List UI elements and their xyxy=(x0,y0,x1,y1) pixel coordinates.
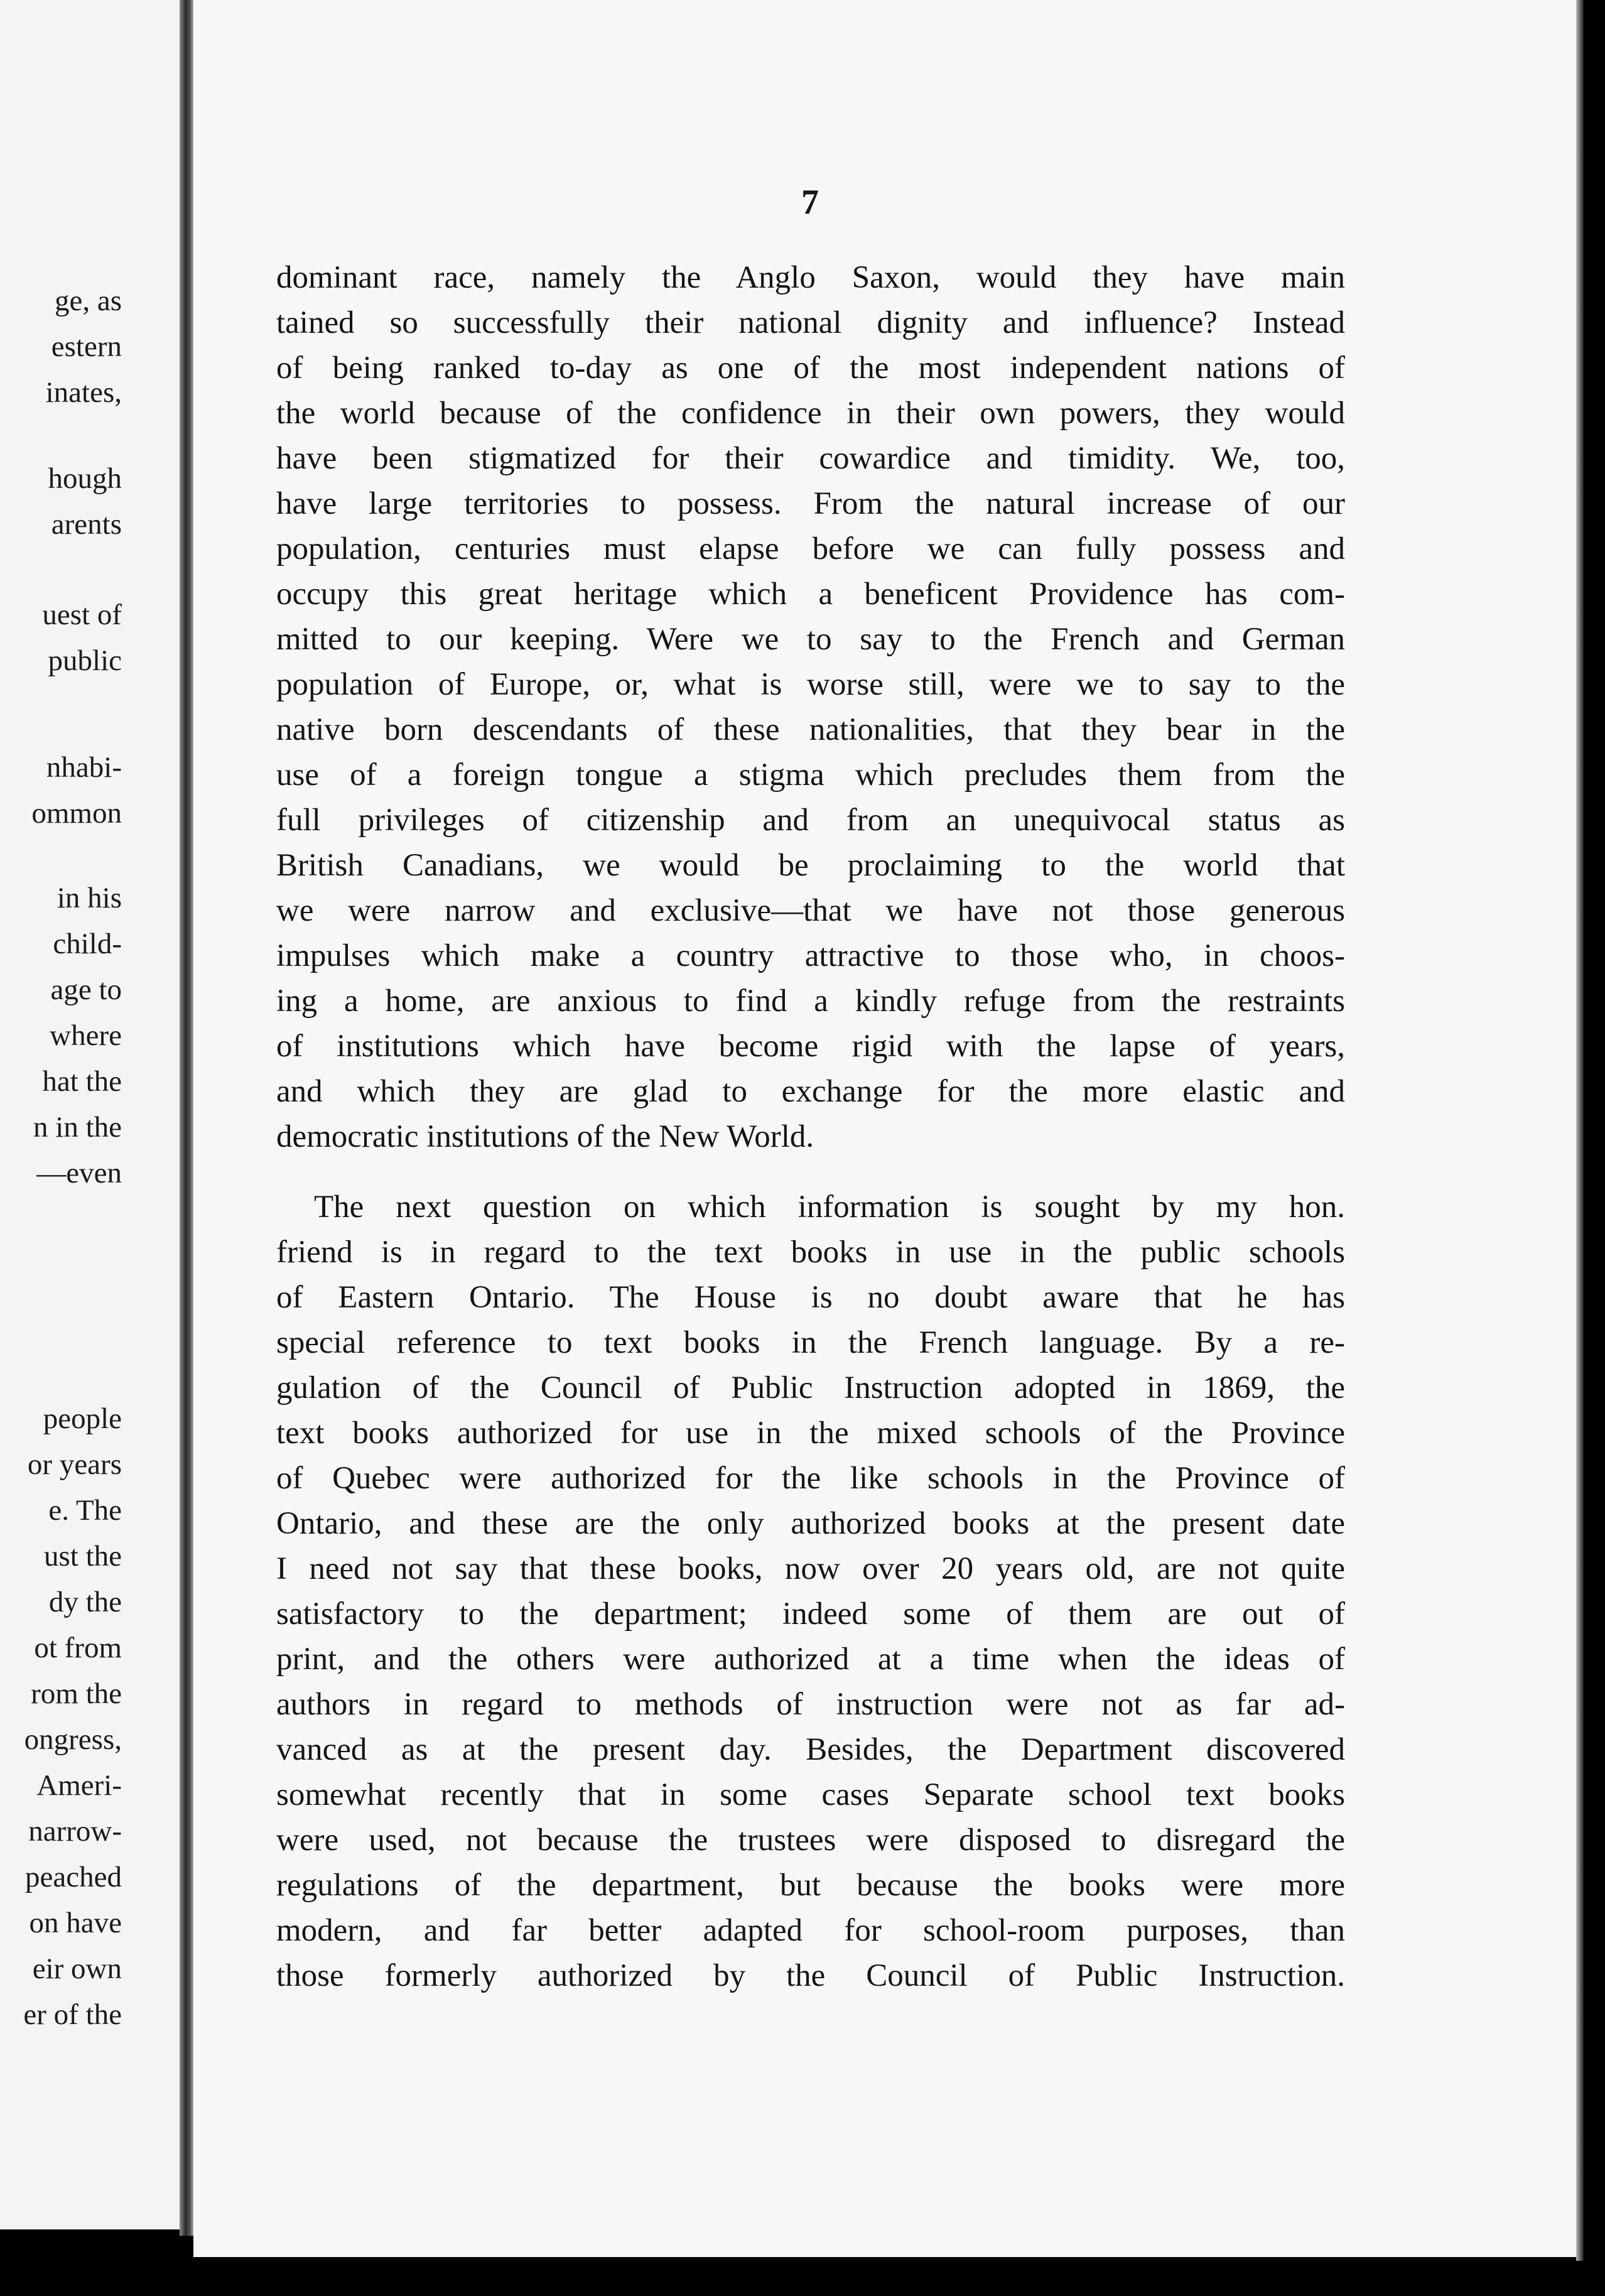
text-line: ing a home, are anxious to find a kindly refuge from the restraints xyxy=(276,983,1345,1019)
text-line: were used, not because the trustees were disposed to disregard the xyxy=(276,1822,1345,1858)
left-fragment: er of the xyxy=(23,1998,122,2031)
left-fragment: public xyxy=(48,644,122,677)
text-line: democratic institutions of the New World. xyxy=(276,1119,814,1154)
text-line: Ontario, and these are the only authorized books at the present date xyxy=(276,1506,1345,1541)
text-line: special reference to text books in the French language. By a re- xyxy=(276,1325,1345,1360)
text-line: of Quebec were authorized for the like schools in the Province of xyxy=(276,1461,1345,1496)
text-line: authors in regard to methods of instruction were not as far ad- xyxy=(276,1687,1345,1722)
left-fragment: —even xyxy=(36,1157,122,1189)
left-fragment: in his xyxy=(57,882,122,914)
text-line: have been stigmatized for their cowardice and timidity. We, too, xyxy=(276,441,1345,476)
left-fragment: rom the xyxy=(31,1677,122,1710)
left-fragment: estern xyxy=(51,330,122,363)
left-fragment: on have xyxy=(29,1907,122,1939)
text-line: modern, and far better adapted for school-room purposes, than xyxy=(276,1913,1345,1948)
left-fragment: ongress, xyxy=(24,1723,122,1756)
page-edge xyxy=(1576,0,1584,2261)
text-line: impulses which make a country attractive to those who, in choos- xyxy=(276,938,1345,973)
left-fragment: narrow- xyxy=(28,1815,122,1848)
left-fragment: nhabi- xyxy=(46,751,122,784)
text-line: text books authorized for use in the mixed schools of the Province xyxy=(276,1416,1345,1451)
text-line: and which they are glad to exchange for the more elastic and xyxy=(276,1074,1345,1109)
left-fragment: ot from xyxy=(34,1632,122,1664)
left-fragment: hat the xyxy=(42,1065,122,1098)
left-fragment: age to xyxy=(50,973,122,1006)
left-fragment: ommon xyxy=(31,797,122,830)
left-fragment: hough xyxy=(48,462,122,495)
text-line: native born descendants of these nationalities, that they bear in the xyxy=(276,712,1345,747)
left-fragment: ust the xyxy=(43,1540,122,1573)
text-line: of institutions which have become rigid with the lapse of years, xyxy=(276,1029,1345,1064)
page-number: 7 xyxy=(801,183,819,222)
left-fragment: n in the xyxy=(33,1111,122,1144)
left-fragment: inates, xyxy=(45,376,122,409)
text-line: of Eastern Ontario. The House is no doubt aware that he has xyxy=(276,1280,1345,1315)
text-line: gulation of the Council of Public Instruction adopted in 1869, the xyxy=(276,1370,1345,1405)
left-fragment: arents xyxy=(51,508,122,541)
left-fragment: ge, as xyxy=(54,284,122,317)
text-line: use of a foreign tongue a stigma which precludes them from the xyxy=(276,757,1345,793)
text-line: the world because of the confidence in their own powers, they would xyxy=(276,396,1345,431)
text-line: friend is in regard to the text books in use in the public schools xyxy=(276,1235,1345,1270)
text-line: occupy this great heritage which a beneficent Providence has com- xyxy=(276,577,1345,612)
left-fragment: or years xyxy=(27,1448,122,1481)
left-page-text-fragments xyxy=(0,0,183,2229)
text-line: I need not say that these books, now over 20 years old, are not quite xyxy=(276,1551,1345,1586)
left-fragment: where xyxy=(50,1019,122,1052)
left-fragment: uest of xyxy=(42,598,122,631)
text-line: those formerly authorized by the Council of Public Instruction. xyxy=(276,1958,1345,1993)
left-fragment: e. The xyxy=(48,1494,122,1527)
text-line: tained so successfully their national dignity and influence? Instead xyxy=(276,305,1345,340)
text-line: vanced as at the present day. Besides, the Department discovered xyxy=(276,1732,1345,1767)
text-line: full privileges of citizenship and from an unequivocal status as xyxy=(276,803,1345,838)
text-line: regulations of the department, but because the books were more xyxy=(276,1868,1345,1903)
text-line: somewhat recently that in some cases Separate school text books xyxy=(276,1777,1345,1812)
text-line: satisfactory to the department; indeed some of them are out of xyxy=(276,1596,1345,1632)
left-fragment: peached xyxy=(25,1861,122,1893)
text-line: we were narrow and exclusive—that we have not those generous xyxy=(276,893,1345,928)
text-line: population of Europe, or, what is worse still, were we to say to the xyxy=(276,667,1345,702)
text-line: dominant race, namely the Anglo Saxon, would they have main xyxy=(276,260,1345,295)
left-fragment: people xyxy=(43,1402,122,1435)
left-fragment: dy the xyxy=(48,1586,122,1618)
left-fragment: child- xyxy=(53,928,122,960)
left-fragment: Ameri- xyxy=(36,1769,122,1802)
text-line: British Canadians, we would be proclaiming to the world that xyxy=(276,848,1345,883)
text-line: print, and the others were authorized at a time when the ideas of xyxy=(276,1642,1345,1677)
text-line: mitted to our keeping. Were we to say to the French and German xyxy=(276,622,1345,657)
left-fragment: eir own xyxy=(32,1952,122,1985)
text-line: population, centuries must elapse before we can fully possess and xyxy=(276,531,1345,566)
text-line: of being ranked to-day as one of the most independent nations of xyxy=(276,350,1345,386)
text-line: The next question on which information is sought by my hon. xyxy=(314,1189,1345,1225)
text-line: have large territories to possess. From the natural increase of our xyxy=(276,486,1345,521)
